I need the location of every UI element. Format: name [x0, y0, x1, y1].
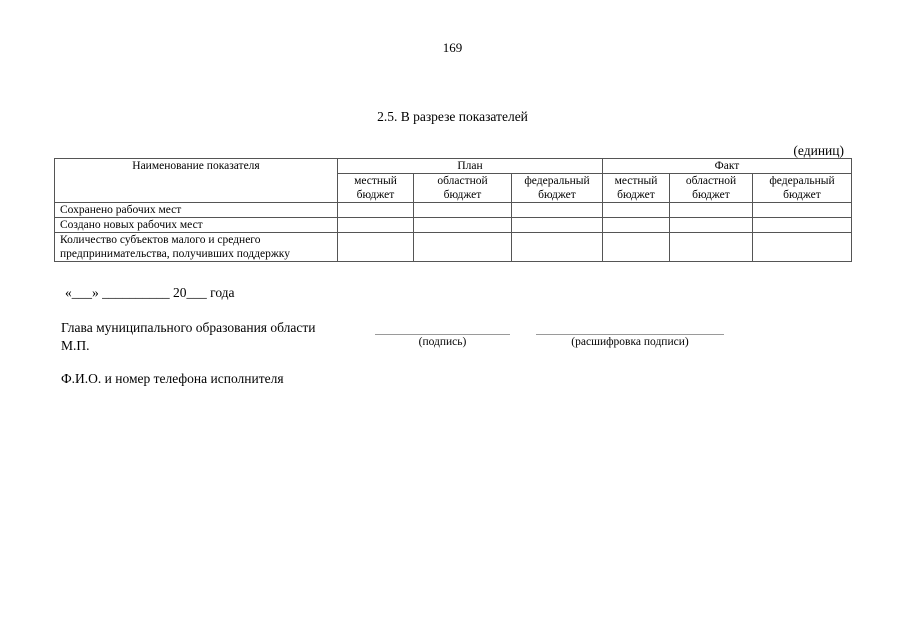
table-cell	[512, 233, 603, 262]
date-line: «___» __________ 20___ года	[65, 285, 235, 300]
table-cell	[338, 218, 414, 233]
table-cell	[753, 233, 852, 262]
subheader-plan-federal	[512, 174, 603, 203]
table-row	[55, 218, 852, 233]
indicators-table	[54, 158, 852, 262]
subheader-line1: местный	[614, 175, 658, 187]
header-plan: План	[338, 159, 603, 174]
subheader-line1: областной	[685, 175, 737, 187]
row-label	[55, 233, 338, 262]
units-label: (единиц)	[793, 143, 844, 158]
table-row	[55, 233, 852, 262]
table-cell	[512, 203, 603, 218]
table-cell	[603, 218, 670, 233]
row-label: Сохранено рабочих мест	[55, 203, 338, 218]
subheader-line1: областной	[437, 175, 488, 187]
header-fact: Факт	[603, 159, 852, 174]
subheader-line2: бюджет	[692, 189, 730, 201]
table-cell	[753, 203, 852, 218]
subheader-line2: бюджет	[783, 189, 821, 201]
executor-label: Ф.И.О. и номер телефона исполнителя	[61, 371, 284, 386]
subheader-fact-regional	[670, 174, 753, 203]
signature-decode-rule	[536, 334, 724, 335]
section-title: 2.5. В разрезе показателей	[377, 109, 528, 124]
table-cell	[338, 233, 414, 262]
table-row	[55, 203, 852, 218]
subheader-plan-local	[338, 174, 414, 203]
row-label: Создано новых рабочих мест	[55, 218, 338, 233]
table-cell	[338, 203, 414, 218]
signature-decode-caption: (расшифровка подписи)	[571, 336, 689, 348]
table-cell	[512, 218, 603, 233]
subheader-line1: федеральный	[524, 175, 590, 187]
subheader-line1: федеральный	[769, 175, 835, 187]
header-indicator-name: Наименование показателя	[55, 159, 338, 203]
row-label-line2: предпринимательства, получивших поддержку	[60, 248, 290, 260]
subheader-line2: бюджет	[617, 189, 655, 201]
table-cell	[670, 203, 753, 218]
table-cell	[414, 218, 512, 233]
table-cell	[670, 233, 753, 262]
table-cell	[753, 218, 852, 233]
subheader-line2: бюджет	[538, 189, 576, 201]
table-header-row	[55, 159, 852, 174]
table-cell	[603, 233, 670, 262]
subheader-fact-federal	[753, 174, 852, 203]
subheader-plan-regional	[414, 174, 512, 203]
subheader-fact-local	[603, 174, 670, 203]
head-title: Глава муниципального образования области	[61, 320, 316, 335]
subheader-line2: бюджет	[443, 189, 482, 201]
signature-rule	[375, 334, 510, 335]
subheader-line1: местный	[354, 175, 397, 187]
signature-caption: (подпись)	[418, 336, 467, 348]
row-label-line1: Количество субъектов малого и среднего	[60, 234, 261, 246]
mp-label: М.П.	[61, 338, 90, 353]
table-cell	[414, 233, 512, 262]
table-cell	[670, 218, 753, 233]
page-number: 169	[442, 40, 463, 55]
subheader-line2: бюджет	[356, 189, 395, 201]
table-cell	[603, 203, 670, 218]
table-cell	[414, 203, 512, 218]
